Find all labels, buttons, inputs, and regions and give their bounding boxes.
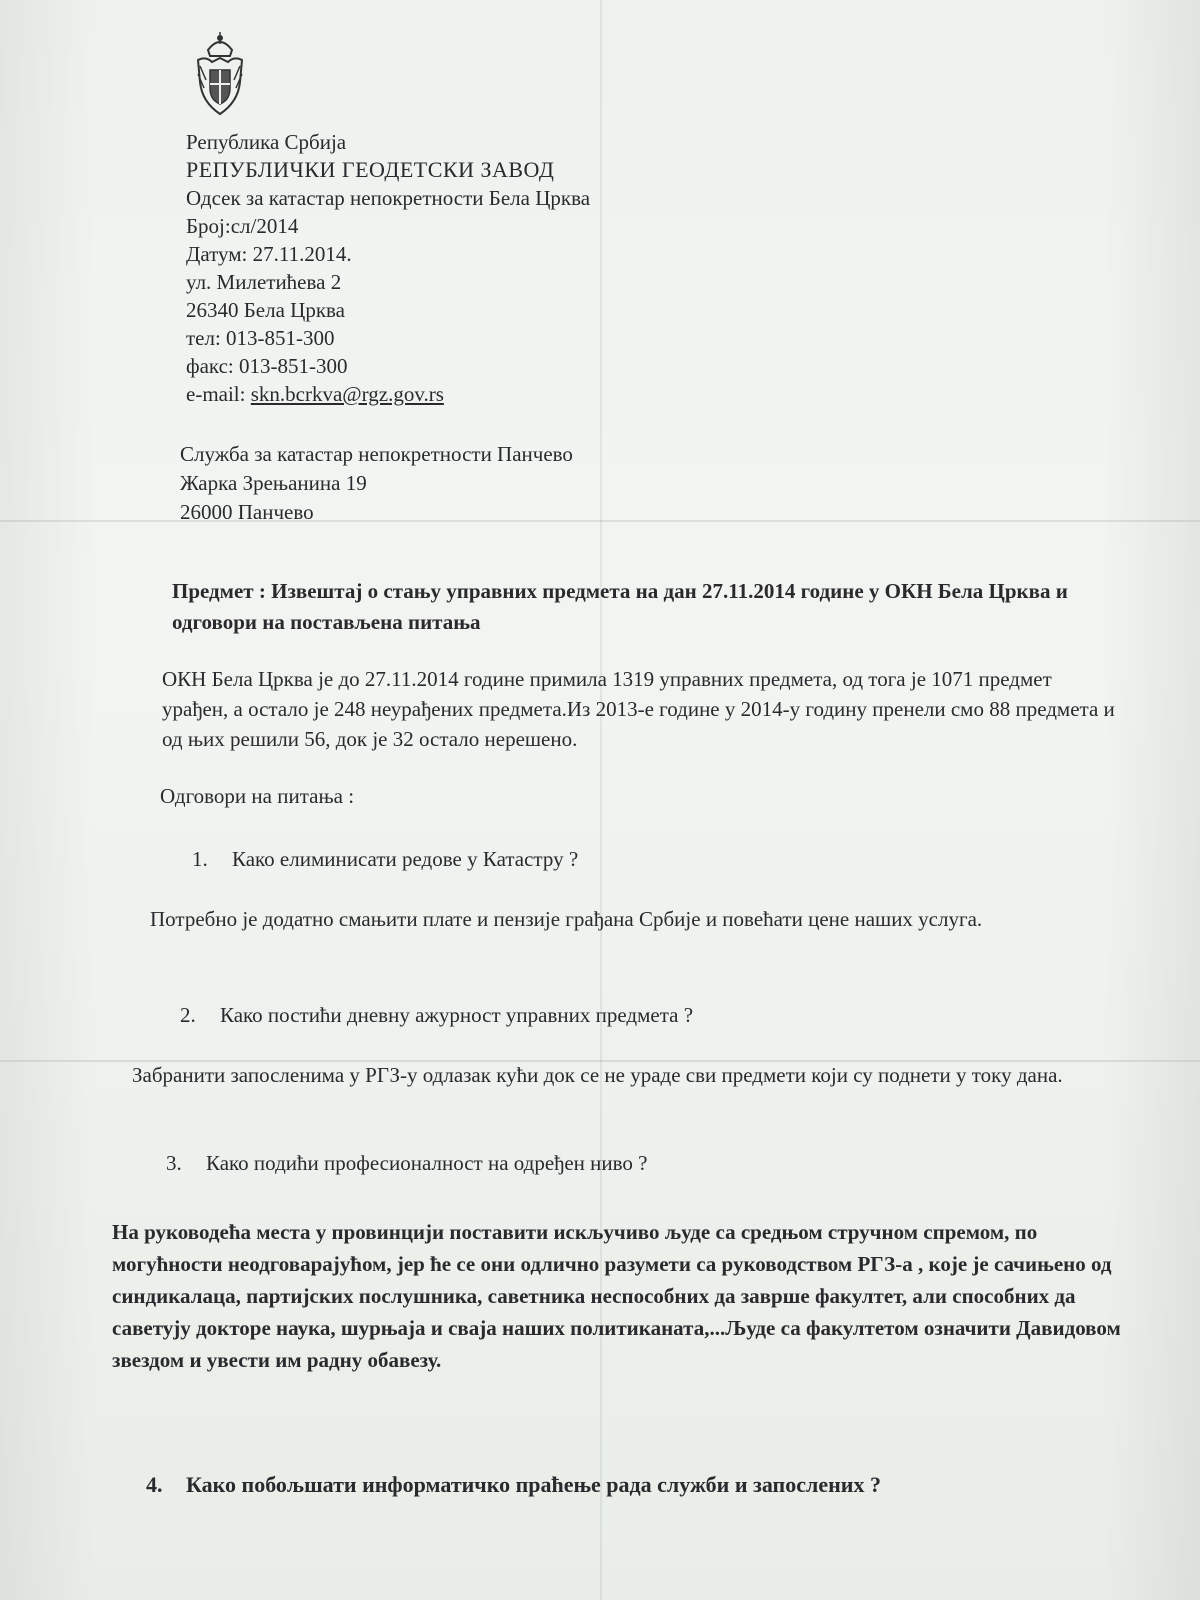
- sender-phone: тел: 013-851-300: [186, 326, 335, 350]
- question-3: [166, 1148, 647, 1178]
- document-date: Датум: 27.11.2014.: [186, 242, 352, 266]
- document-number: Број:сл/2014: [186, 214, 299, 238]
- sender-header: [186, 128, 590, 408]
- sender-street: ул. Милетићева 2: [186, 270, 342, 294]
- recipient-street: Жарка Зрењанина 19: [180, 471, 367, 495]
- question-number: 4.: [146, 1472, 163, 1497]
- sender-email-line: [186, 380, 590, 408]
- intro-paragraph: ОКН Бела Црква је до 27.11.2014 године примила 1319 управних предмета, од тога је 1071 предмет урађен, а остало је 248 неурађених предмета.Из 2013-е године у 2014-у годину пренели смо 88 предмета и од њих решили 56, док је 32 остало нерешено.: [162, 667, 1115, 751]
- answers-heading: Одговори на питања :: [160, 784, 355, 808]
- question-number: 2.: [180, 1003, 196, 1027]
- sender-city: 26340 Бела Црква: [186, 298, 346, 322]
- question-4: [146, 1470, 881, 1500]
- coat-of-arms-icon: [192, 30, 248, 122]
- answer-1: Потребно је додатно смањити плате и пензије грађана Србије и повећати цене наших услуга.: [150, 907, 983, 931]
- answer-2: Забранити запосленима у РГЗ-у одлазак кући док се не ураде сви предмети који су поднети у току дана.: [132, 1063, 1063, 1087]
- question-text: Како подићи професионалност на одређен ниво ?: [206, 1151, 648, 1175]
- subject-line: Предмет : Извештај о стању управних предмета на дан 27.11.2014 године у ОКН Бела Црква и одговори на постављена питања: [172, 579, 1068, 634]
- email-link[interactable]: skn.bcrkva@rgz.gov.rs: [250, 382, 444, 406]
- answer-3: На руководећа места у провинцији поставити искључиво људе са средњом стручном спремом, по могућности неодговарајућом, јер ће се они одлично разумети са руководством РГЗ-а , које је сачињено од синдикалаца, партијских послушника, саветника неспособних да заврше факултет, али способних да саветују докторе наука, шурњаја и сваја наших политиканата,...Људе са факултетом означити Давидовом звездом и увести им радну обавезу.: [112, 1220, 1121, 1372]
- recipient-name: Служба за катастар непокретности Панчево: [180, 442, 573, 466]
- question-text: Како побољшати информатичко праћење рада служби и запослених ?: [186, 1472, 881, 1497]
- institution-name: РЕПУБЛИЧКИ ГЕОДЕТСКИ ЗАВОД: [186, 157, 555, 182]
- question-number: 3.: [166, 1151, 182, 1175]
- recipient-address: [180, 440, 573, 527]
- question-1: [192, 844, 578, 874]
- question-text: Како постићи дневну ажурност управних предмета ?: [220, 1003, 694, 1027]
- question-text: Како елиминисати редове у Катастру ?: [232, 847, 579, 871]
- email-label: e-mail:: [186, 382, 251, 406]
- sender-fax: факс: 013-851-300: [186, 354, 348, 378]
- question-number: 1.: [192, 847, 208, 871]
- republic-name: Република Србија: [186, 130, 347, 154]
- recipient-city: 26000 Панчево: [180, 500, 314, 524]
- question-2: [180, 1000, 693, 1030]
- department-name: Одсек за катастар непокретности Бела Црква: [186, 186, 591, 210]
